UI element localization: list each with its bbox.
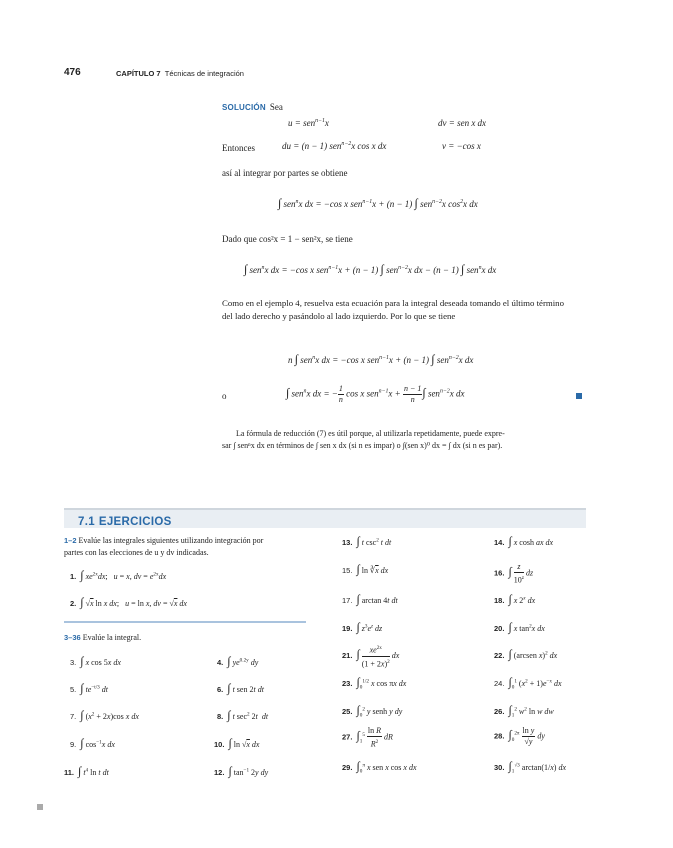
section-number: 7.1 — [78, 516, 95, 528]
exercise-3: 3. ∫ x cos 5x dx — [70, 654, 121, 668]
exercise-23: 23. $\int_0^{1/2}$ x cos πx dx — [342, 675, 407, 691]
exercise-16: 16. ∫ $\frac{z}{10^z}$ dz — [494, 562, 534, 585]
exercise-4: 4. ∫ $ye^{0.2y}$ dy — [217, 654, 259, 668]
exercise-12: 12. ∫ $\tan^{-1} 2y$ dy — [214, 764, 269, 778]
exercise-30: 30. $\int_1^{√3}$ arctan(1/x) dx — [494, 759, 567, 775]
instructions-1-2 — [64, 536, 263, 545]
eq-u: u = sen$^{n-1}$x — [288, 118, 329, 128]
chapter-title: Técnicas de integración — [164, 69, 244, 78]
exercise-5: 5. ∫ $te^{-t/3}$ dt — [70, 681, 108, 695]
range-1-2: 1–2 — [64, 536, 77, 545]
formula-text-line1: La fórmula de reducción (7) es útil porque, al utilizarla repetidamente, puede expre- — [236, 429, 505, 438]
exercise-27: 27. $\int_1^5$ $\frac{\text{ln R}}{R^2}$ dR — [342, 726, 393, 749]
exercise-20: 20. ∫ x $\tan^2x$ dx — [494, 620, 545, 634]
eq-parts: ∫ sen$^n$x dx = −cos x sen$^{n-1}$x + (n − 1) ∫ sen$^{n-2}$x $\cos^2x$ dx — [278, 196, 478, 210]
eq-collected: n ∫ sen$^n$x dx = −cos x sen$^{n-1}$x + (n − 1) ∫ sen$^{n-2}$x dx — [288, 352, 474, 366]
eq-substituted: ∫ sen$^n$x dx = −cos x sen$^{n-1}$x + (n − 1) ∫ sen$^{n-2}$x dx − (n − 1) ∫ sen$^n$x dx — [244, 262, 497, 276]
exercise-10: 10. ∫ ln √x dx — [214, 736, 260, 750]
chapter-header — [116, 69, 244, 78]
exercise-15: 15. ∫ $\ln ∛\overline{x}$ dx — [342, 562, 389, 576]
instructions-3-36-text: Evalúe la integral. — [82, 633, 142, 642]
exercise-6: 6. ∫ t sen 2t dt — [217, 681, 264, 695]
exercise-13: 13. ∫ t $\csc^2 t$ dt — [342, 534, 392, 548]
exercise-7: 7. ∫ $(x^2 + 2x)\cos$ x dx — [70, 708, 139, 722]
exercise-18: 18. ∫ x 2$^x$ dx — [494, 592, 536, 606]
eq-dv: dv = sen x dx — [438, 118, 487, 128]
separator-line — [64, 621, 306, 623]
corner-mark — [37, 804, 43, 810]
instructions-1-2-line2: partes con las elecciones de u y dv indicadas. — [64, 548, 209, 557]
como-paragraph: Como en el ejemplo 4, resuelva esta ecuación para la integral deseada tomando el último término del lado derecho y pasándolo al lado izquierdo. Por lo que se tiene — [222, 298, 564, 321]
solution-heading — [222, 97, 283, 115]
solution-label: SOLUCIÓN — [222, 103, 266, 112]
exercise-25: 25. $\int_0^2$ y senh y dy — [342, 703, 403, 719]
exercise-9: 9. ∫ $\cos^{-1}x$ dx — [70, 736, 115, 750]
exercise-11: 11. ∫ $t^4$ ln t dt — [64, 764, 109, 778]
chapter-label: CAPÍTULO 7 — [116, 69, 161, 78]
instructions-1-2-line1: Evalúe las integrales siguientes utilizando integración por — [78, 536, 264, 545]
exercise-17: 17. ∫ arctan 4t dt — [342, 592, 398, 606]
section-name: EJERCICIOS — [98, 516, 172, 528]
section-title — [78, 512, 172, 530]
solution-intro: Sea — [269, 102, 283, 112]
exercise-21: 21. ∫ $\frac{xe^{2x}}{(1 + 2x)^2}$ dx — [342, 645, 400, 669]
exercise-1: 1. ∫ $xe^{2x}dx$; u = x, dv = $e^{2x}dx$ — [70, 568, 167, 582]
exercise-22: 22. ∫ (arcsen x)$^2$ dx — [494, 647, 558, 661]
end-of-proof-icon — [576, 393, 582, 399]
exercise-26: 26. $\int_1^2$ $w^2$ ln w dw — [494, 703, 554, 719]
eq-reduction: ∫ sen$^n$x dx = − $\frac{1}{n}$ cos x sen$^{n-1}$x + $\frac{n - 1}{n}$ ∫ sen$^{n-2}$x dx — [286, 384, 465, 404]
exercise-24: 24. $\int_0^1$ $(x^2 + 1)e^{-x}$ dx — [494, 675, 562, 691]
formula-text-line2: sar ∫ senⁿx dx en términos de ∫ sen x dx (si n es impar) o ∫(sen x)⁰ dx = ∫ dx (si n es par). — [222, 441, 503, 450]
parts-text: así al integrar por partes se obtiene — [222, 168, 348, 178]
dado-text: Dado que cos²x = 1 − sen²x, se tiene — [222, 234, 353, 244]
exercise-19: 19. ∫ $z^3e^z$ dz — [342, 620, 383, 634]
exercise-14: 14. ∫ x cosh ax dx — [494, 534, 554, 548]
exercise-28: 28. $\int_0^{2\pi}$ $\frac{\text{ln y}}{√y}$ dy — [494, 726, 545, 746]
section-top-rule — [64, 508, 586, 510]
range-3-36: 3–36 — [64, 633, 81, 642]
exercise-8: 8. ∫ t $\sec^2 2t$ dt — [217, 708, 269, 722]
eq-v: v = −cos x — [442, 141, 481, 151]
exercise-29: 29. $\int_0^\pi$ x sen x cos x dx — [342, 759, 417, 775]
o-label: o — [222, 391, 227, 401]
eq-du: du = (n − 1) sen$^{n-2}$x cos x dx — [282, 141, 387, 151]
page-number: 476 — [64, 67, 81, 78]
entonces-label: Entonces — [222, 143, 255, 153]
exercise-2: 2. ∫ √x ln x dx; u = ln x, dv = √x dx — [70, 595, 187, 609]
instructions-3-36 — [64, 633, 141, 642]
